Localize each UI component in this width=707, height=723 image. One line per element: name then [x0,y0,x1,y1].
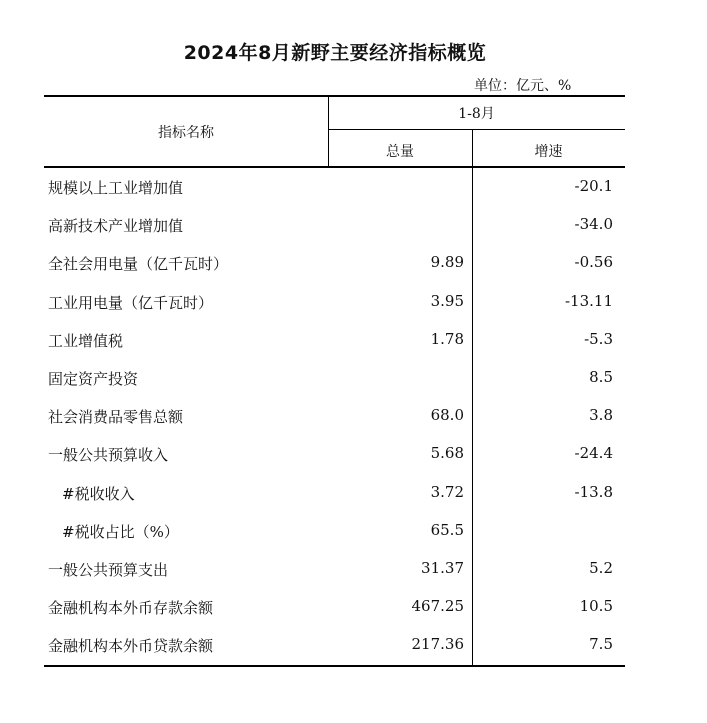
indicator-name: 固定资产投资 [48,370,139,388]
header-indicator-name: 指标名称 [158,125,214,141]
period-underline [328,129,625,130]
table-row [44,359,625,397]
table-row [44,588,625,626]
table-row [44,321,625,359]
page-title: 2024年8月新野主要经济指标概览 [183,42,487,64]
indicator-growth: -13.11 [564,291,613,310]
body-divider-total [472,167,473,666]
indicator-growth: 5.2 [589,559,613,577]
table-row [44,550,625,588]
table-row [44,626,625,664]
indicator-name: 一般公共预算收入 [48,446,169,465]
indicator-growth: -24.4 [574,444,613,463]
indicator-total: 3.95 [430,291,464,310]
indicator-name: 一般公共预算支出 [48,561,169,579]
indicator-name: 全社会用电量（亿千瓦时） [48,255,229,274]
indicator-total: 467.25 [411,597,464,616]
indicator-growth: -0.56 [574,253,613,272]
indicator-total: 3.72 [430,482,464,501]
indicator-growth: 10.5 [579,597,613,616]
indicator-growth: -13.8 [574,482,613,501]
table-row [44,168,625,206]
indicator-name: 规模以上工业增加值 [48,179,184,197]
table-bottom-rule [44,665,625,667]
indicator-total: 31.37 [421,559,464,577]
indicator-total: 217.36 [411,635,464,654]
table-top-rule [44,95,625,97]
indicator-name: 金融机构本外币贷款余额 [48,637,214,656]
header-period: 1-8月 [458,106,495,122]
indicator-total: 1.78 [430,329,464,348]
indicator-name: #税收占比（%） [62,522,179,541]
table-row [44,474,625,512]
indicator-name: #税收收入 [62,484,135,503]
indicator-name: 工业用电量（亿千瓦时） [48,293,214,312]
indicator-total: 5.68 [430,444,464,463]
indicator-total: 9.89 [430,253,464,272]
indicator-growth: 7.5 [589,635,613,654]
table-row [44,397,625,435]
indicator-growth: -34.0 [574,215,613,234]
header-growth: 增速 [534,144,563,160]
indicator-name: 工业增值税 [48,331,124,350]
indicator-name: 高新技术产业增加值 [48,217,184,236]
indicator-growth: -5.3 [584,329,613,348]
table-row [44,244,625,282]
table-row [44,435,625,473]
header-total: 总量 [386,144,414,160]
table-row [44,283,625,321]
indicator-growth: -20.1 [574,177,613,195]
table-row [44,206,625,244]
indicator-name: 社会消费品零售总额 [48,408,184,427]
indicator-total: 65.5 [430,520,464,539]
indicator-name: 金融机构本外币存款余额 [48,599,214,618]
indicator-total: 68.0 [430,406,464,425]
indicator-growth: 3.8 [589,406,613,425]
table-row [44,512,625,550]
indicator-growth: 8.5 [589,368,613,386]
unit-label: 单位：亿元、% [474,78,572,94]
